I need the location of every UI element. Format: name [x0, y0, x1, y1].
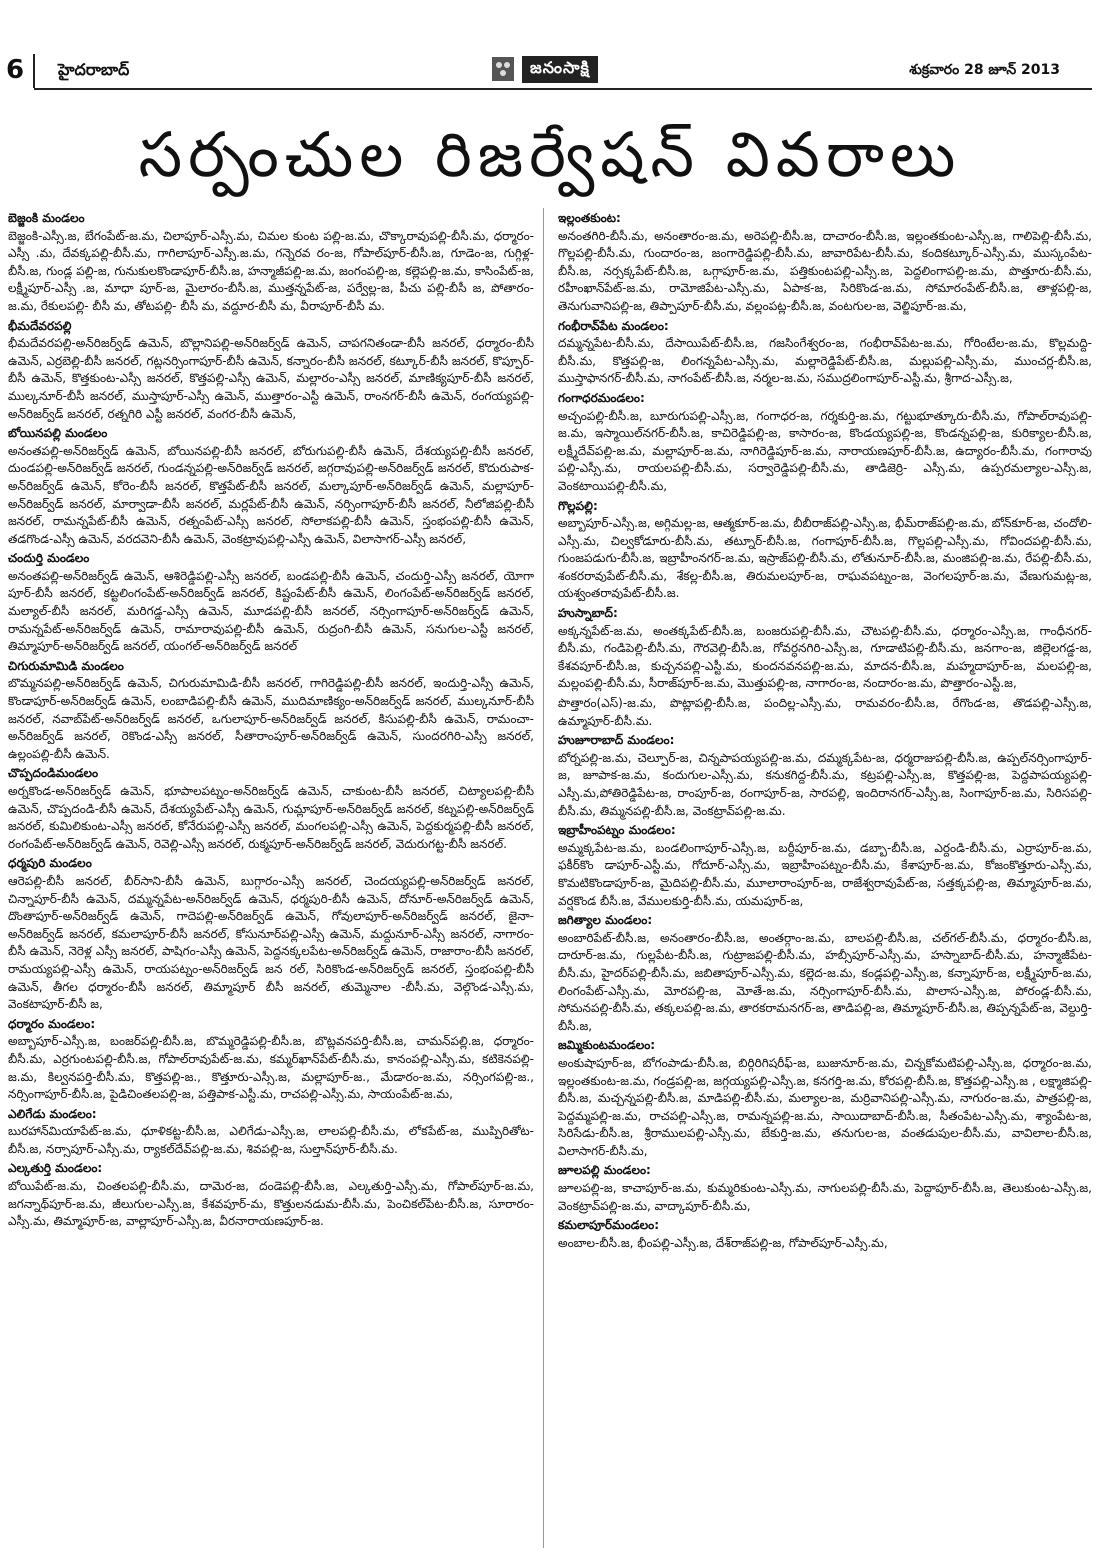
- mandal-section: [8, 425, 534, 548]
- mandal-village-list: జూలపల్లి-జ, కాచాపూర్-జ.మ, కుమ్మరికుంట-ఎస్సీ.మ, నాగులపల్లి-బీసీ.మ, పెద్దాపూర్-బీసీ.జ, తెలుకుంట-ఎస్సీ.జ, వెంకట్రావ్‌పల్లి-జ.మ, వాద్కాపూర్-బీసీ.మ,: [558, 1181, 1092, 1213]
- mandal-village-list: భీమదేవరపల్లి-అన్‌రిజర్వ్‌డ్‌ ఉమెన్‌, బొల్లానిపల్లి-అన్‌రిజర్వ్‌డ్‌ ఉమెన్‌, చాపగనితండా-బీసీ జనరల్‌, ధర్మారం-బీసీ ఉమెన్‌, ఎర్రబెల్లి-బీసీ జనరల్‌, గట్లనర్సింగాపూర్-బీసీ ఉమెన్‌, కన్నారం-బీసీ జనరల్‌, కట్కూర్-బీసీ జనరల్‌, కొప్పూర్-బీసీ ఉమెన్‌, కొత్తకుంట-ఎస్సీ జనరల్‌, కొత్తపల్లి-ఎస్సీ ఉమెన్‌, మల్లారం-ఎస్సీ జనరల్‌, మాణిక్యపూర్-బీసీ జనరల్‌, ముల్కనూర్-బీసీ జనరల్‌, ముస్తాపూర్-ఎస్సీ ఉమెన్‌, ముత్తారం-ఎస్టీ ఉమెన్‌, రాంనగర్-బీసీ ఉమెన్‌, రంగయ్యపల్లి-అన్‌రిజర్వ్‌డ్‌ జనరల్‌, రత్నగిరి ఎస్టీ జనరల్‌, వంగర-బీసీ ఉమెన్‌,: [8, 336, 534, 421]
- mandal-title: ధర్మారం మండలం:: [8, 1016, 96, 1031]
- mandal-section: [558, 1162, 1092, 1215]
- mandal-title: కమలాపూర్‌మండలం:: [558, 1218, 660, 1233]
- mandal-title: ఇల్లంతకుంట:: [558, 211, 621, 225]
- masthead-title: జనంసాక్షి: [522, 56, 598, 83]
- mandal-title: గంభీరావ్‌పేట మండలం:: [558, 318, 669, 333]
- masthead: [490, 54, 598, 84]
- mandal-section: [8, 1160, 534, 1230]
- section-name: హైదరాబాద్: [58, 60, 130, 79]
- masthead-logo-icon: [490, 55, 516, 83]
- mandal-village-list: బోర్నపల్లి-జ.మ, చెల్పూర్-జ, చిన్నపాపయ్యపల్లి-జ.మ, దమ్మక్కపేట-జ, ధర్మరాజుపల్లి-బీసీ.జ, ఉప్పల్‌నర్సింగాపూర్-జ, జూపాక-జ.మ, కందుగుల-ఎస్సీ.మ, కనుకగిద్ద-బీసీ.మ, కట్రపల్లి-ఎస్సీ.జ, కొత్తపల్లి-జ, పెద్దపాపయ్యపల్లి-ఎస్సీ.మ,పోతిరెడ్డిపేట-జ, రాంపూర్-జ, రంగాపూర్-జ, సారపల్లి, ఇందిరానగర్-ఎస్సీ.జ, సింగాపూర్-జ.మ, సిరిసపల్లి-బీసీ.మ, తిమ్మనపల్లి-బీసీ.జ, వెంకట్రావ్‌పల్లి-జ.మ.: [558, 750, 1092, 818]
- mandal-village-list: అంకుషాపూర్-జ, బోగంపాడు-బీసీ.జ, బిర్గిరిగిషరీఫ్-జ, బుజునూర్-జ.మ, చిన్నకోమటిపల్లి-ఎస్సీ.జ, ధర్మారం-జ.మ, ఇల్లంతకుంట-జ.మ, గండ్రపల్లి-జ, జగ్గయ్యపల్లి-ఎస్సీ.జ, కనగర్తి-జ.మ, కోరపల్లి-బీసీ.జ, కొత్తపల్లి-ఎస్సీ.జ , లక్ష్మాజిపల్లి-బీసీ.జ, మచ్చన్నపల్లి-బీసీ.జ, మాడిపల్లి-బీసీ.మ, మల్యాల-జ, మర్రివానిపల్లి-ఎస్సీ.మ, నాగురం-జ.మ, పాత్రపల్లి-జ, పెద్దమ్మపల్లి-జ.మ, రాచపల్లి-ఎస్సీ.జ, రామన్నపల్లి-జ.మ, సాయిదాబాద్-బీసీ.జ, సీతంపేట-ఎస్సీ.మ, శ్యాంపేట-జ, సిరిసేడు-బీసీ.జ, శ్రీరాములపల్లి-ఎస్సీ.మ, బేకుర్తి-జ.మ, తనుగుల-జ, వంతడుపుల-బీసీ.మ, వావిలాల-బీసీ.జ, విలాసాగర్-బీసీ.మ,: [558, 1055, 1092, 1158]
- mandal-village-list: బోయిపేట్-జ.మ, చింతలపల్లి-బీసీ.మ, దామెర-జ, దండెపల్లి-బీసీ.జ, ఎల్కతుర్తి-ఎస్సీ.మ, గోపాల్‌పూర్-జ.మ, జగన్నాథ్‌పూర్-జ.మ, జీలుగుల-ఎస్సీ.జ, కేశవపూర్-మ, కొత్తులనడుమ-బీసీ.మ, పెంచికల్‌పేట-బీసీ.జ, సూరారం-ఎస్సీ.మ, తిమ్మాపూర్-జ, వాల్లాపూర్-ఎస్సీ.జ, వీరనారాయణపూర్-జ.: [8, 1179, 534, 1229]
- mandal-title: చిగురుమామిడి మండలం: [8, 658, 124, 673]
- right-column: [558, 210, 1092, 1254]
- mandal-title: భీమదేవరపల్లి: [8, 318, 72, 333]
- mandal-village-list: అబ్బాపూర్-ఎస్సీ.జ, అగ్గిమల్ల-జ, ఆత్మకూర్-జ.మ, బీబీరాజ్‌పల్లి-ఎస్సీ.జ, భీమ్‌రాజ్‌పల్లి-జ.మ, బోన్‌కూర్-జ, చందోలి-ఎస్సీ.మ, చిల్వకోడూరు-బీసీ.మ, తట్నూర్-బీసీ.జ, గంగాపూర్-బీసీ.జ, గొల్లపల్లి-ఎస్సీ.మ, గోవిందపల్లి-బీసీ.మ, గుంజపడుగు-బీసీ.జ, ఇబ్రాహీంనగర్-జ.మ, ఇస్రాజ్‌పల్లి-బీసీ.మ, లోతునూర్-బీసీ.జ, మంజిపల్లి-జ.మ, రేపల్లి-బీసీ.మ, శంకరరావుపేట్-బీసీ.మ, శేకల్ల-బీసీ.జ, తిరుమలపూర్-జ, రాఘవపట్నం-జ, వెంగలపూర్-జ.మ, వేణుగుమట్ల-జ, యశ్వంతరావుపేట్-బీసీ.జ.: [558, 516, 1092, 601]
- mandal-section: [558, 605, 1092, 693]
- mandal-section: [558, 732, 1092, 820]
- mandal-title: గొల్లపల్లి:: [558, 498, 598, 513]
- mandal-village-list: అచ్చంపల్లి-బీసీ.జ, బూరుగుపల్లి-ఎస్సీ.జ, గంగాధర-జ, గర్శకుర్తి-జ.మ, గట్టుభూత్కూరు-బీసీ.మ, గోపాల్‌రావుపల్లి-జ.మ, ఇస్మాయిల్‌నగర్-బీసీ.జ, కాచిరెడ్డిపల్లి-జ, కాసారం-జ, కొండయ్యపల్లి-జ, కొండన్నపల్లి-జ, కురిక్యాల-బీసీ.జ, లక్ష్మీదేవ్‌పల్లి-జ.మ, మల్లాపూర్-జ.మ, నాగిరెడ్డిపూర్-జ.మ, నారాయణపూర్-బీసీ.జ, ఉద్యారం-బీసీ.మ, గంగారావు పల్లి-ఎస్సీ.మ, రాయలపల్లి-బీసీ.మ, సర్వారెడ్డిపల్లి-బీసీ.మ, తాడిజెర్రి- ఎస్సీ.మ, ఉప్పరమల్యాల-ఎస్సీ.జ, వెంకటాయిపల్లి-బీసీ.మ,: [558, 408, 1092, 493]
- mandal-section: [8, 1106, 534, 1159]
- mandal-title: బోయినపల్లి మండలం: [8, 426, 108, 441]
- mandal-title: చందుర్తి మండలం: [8, 551, 90, 566]
- mandal-village-list: అబ్బాపూర్-ఎస్సీ.జ, బంజర్‌పల్లి-బీసీ.జ, బొమ్మరెడ్డిపల్లి-బీసీ.జ, బొట్లవనపర్తి-బీసీ.జ, చామన్‌పల్లి.జ, ధర్మారం-బీసీ.మ, ఎర్రగుంటపల్లి-బీసీ.జ, గోపాల్‌రావుపేట్-జ.మ, కమ్మర్‌ఖాన్‌పేట్-బీసీ.మ, కానంపల్లి-ఎస్సీ.మ, కటికెనపల్లి-జ.మ, కిల్వనపర్తి-బీసీ.మ, కొత్తపల్లి-జ., కొత్తూరు-ఎస్సీ.జ, మల్లాపూర్-జ., మేడారం-జ.మ, నర్సింగపల్లి-జ., నర్సింగాపూర్-బీసీ.జ, పైడిచింతలపల్లి-జ, పత్తిపాక-ఎస్టీ.మ, రాచపల్లి-ఎస్సీ.మ, సాయంపేట్-జ.మ,: [8, 1034, 534, 1102]
- column-rule: [543, 208, 544, 1548]
- mandal-title: ఎలిగేడు మండలం:: [8, 1106, 97, 1121]
- mandal-section: [8, 658, 534, 764]
- mandal-title: ఎల్కతుర్తి మండలం:: [8, 1161, 103, 1176]
- mandal-title: హుజూరాబాద్ మండలం:: [558, 733, 675, 748]
- mandal-section: [558, 498, 1092, 604]
- mandal-village-list: అంబారిపేట్-బీసీ.జ, అనంతారం-బీసీ.జ, అంతర్గాం-జ.మ, బాలపల్లి-బీసీ.జ, చల్‌గల్-బీసీ.మ, ధర్మారం-బీసీ.జ, దారూర్-జ.మ, గుల్లపేట-బీసీ.జ, గుట్రాజపల్లి-బీసీ.మ, హబ్సీపూర్-ఎస్సీ.మ, హస్నాబాద్-బీసీ.మ, హన్మాజీపేట-బీసీ.మ, హైదర్‌పల్లి-బీసీ.మ, జబితాపూర్-ఎస్సీ.మ, కల్లెద-జ.మ, కండ్లపల్లి-ఎస్సీ.జ, కన్నాపూర్-జ, లక్ష్మీపూర్-జ.మ, లింగంపేట్-ఎస్సీ.మ, మోరపల్లి-జ, మోతే-జ.మ, నర్సింగాపూర్-బీసీ.మ, పొలాస-ఎస్సీ.జ, పోరండ్ల-బీసీ.మ, సోమనపల్లి-బీసీ.మ, తక్కలపల్లి-జ.మ, తారకరామనగర్-జ, తాడిపల్లి-జ, తిమ్మాపూర్-బీసీ.జ, తిప్పన్నపేట్-జ, వెల్దుర్తి-బీసీ.జ,: [558, 930, 1092, 1033]
- mandal-section: [558, 390, 1092, 496]
- mandal-section: [558, 695, 1092, 730]
- mandal-village-list: దమ్మన్నపేట-బీసీ.మ, దేసాయిపేట్-బీసీ.జ, గజసింగేశ్వరం-జ, గంభీరావ్‌పేట-జ.మ, గోరింటేల-జ.మ, కొల్లమద్ది-బీసీ.మ, కొత్తపల్లి-జ, లింగన్నపేట-ఎస్సీ.మ, మల్లారెడ్డిపేట్-బీసీ.జ, మల్లుపల్లి-ఎస్సీ.మ, ముంచర్ల-బీసీ.జ, ముస్తాఫానగర్-బీసీ.మ, నాగంపేట్-బీసీ.జ, నర్మల-జ.మ, సముద్రలింగాపూర్-ఎస్టీ.మ, శ్రీగాద-ఎస్సీ.జ,: [558, 336, 1092, 386]
- mandal-title: ఇబ్రాహీంపట్నం మండలం:: [558, 823, 676, 838]
- mandal-section: [8, 210, 534, 316]
- left-column: [8, 210, 534, 1233]
- mandal-village-list: అర్నకొండ-అన్‌రిజర్వ్‌డ్‌ ఉమెన్‌, భూపాలపట్నం-అన్‌రిజర్వ్‌డ్‌ ఉమెన్‌, చాకుంట-బీసీ జనరల్‌, చిట్యాలపల్లి-బీసీ ఉమెన్‌, చొప్పదండి-బీసీ ఉమెన్‌, దేశయ్యపేట్-ఎస్సీ ఉమెన్‌, గుమ్లాపూర్-అన్‌రిజర్వ్‌డ్‌ జనరల్‌, కట్నపల్లి-అన్‌రిజర్వ్‌డ్‌ జనరల్‌, కుమిలికుంట-ఎస్సీ జనరల్‌, కోనేరుపల్లి-ఎస్సీ జనరల్‌, మంగలపల్లి-ఎస్సీ ఉమెన్‌, పెద్దకుర్మపల్లి-బీసీ జనరల్‌, రంగంపేట్-అన్‌రిజర్వ్‌డ్‌ ఉమెన్‌, రెవెల్లి-ఎస్సీ జనరల్‌, రుక్మపూర్-అన్‌రిజర్వ్‌డ్‌ జనరల్‌, వెదురుగట్ట-బీసీ జనరల్‌.: [8, 784, 534, 851]
- page-number-rule: [33, 54, 35, 88]
- mandal-village-list: అమ్మక్కపేట-జ.మ, బండలింగాపూర్-ఎస్సీ.జ, బర్దీపూర్-జ.మ, డబ్బా-బీసీ.జ, ఎర్దండి-బీసీ.మ, ఎర్రాపూర్-జ.మ, ఫకీర్‌కొం డాపూర్-ఎస్టీ.మ, గోదూర్-ఎస్సీ.మ, ఇబ్రాహీంపట్నం-బీసీ.మ, కేశాపూర్-జ.మ, కోజంకొత్తూరు-ఎస్సీ.మ, కొమటికొండాపూర్-జ, మైదిపల్లి-బీసీ.మ, మూలారాంపూర్-జ, రాజేశ్వరావుపేట్-జ, సత్తక్కపల్లి-జ, తిమ్మాపూర్-జ.మ, వర్షకొండ బీసీ.జ, వేములకుర్తి-బీసీ.మ, యమపూర్-జ,: [558, 840, 1092, 908]
- mandal-village-list: బెజ్జంకి-ఎస్సీ.జ, బేగంపేట్-జ.మ, చిలాపూర్-ఎస్సీ.మ, చిమల కుంట పల్లి-జ.మ, చొక్కారావుపల్లి-బీసీ.మ, ధర్మారం-ఎస్సీ .మ, దేవక్కపల్లి-బీసీ.మ, గాగిలాపూర్-ఎస్సీ.జ.మ, గన్నెరవ రం-జ, గోపాల్‌పూర్-బీసీ.జ, గూడెం-జ, గుగ్గిళ్ల-బీసీ.జ, గుండ్ల పల్లి-జ, గునుకులకొండాపూర్-బీసీ.జ, హన్మాజీపల్లి-జ.మ, జంగంపల్లి-జ, కల్లెపల్లి-జ.మ, కాసింపేట్-జ, లక్ష్మీపూర్-ఎస్సీ .జ, మాధా పూర్-జ, మైలారం-బీసీ.జ, ముత్తన్నపేట్-జ, పర్వేల్ల-జ, పీచు పల్లి-బీసీ జ, పోతారం-జ.మ, రేకులపల్లి- బీసీ మ, తోటపల్లి- బీసీ మ, వద్దూర-బీసీ మ, వీరాపూర్-బీసీ మ.: [8, 228, 534, 313]
- mandal-village-list: అక్కన్నపేట్-జ.మ, అంతక్కపేట్-బీసీ.జ, బంజరుపల్లి-బీసీ.మ, చౌటపల్లి-బీసీ.మ, ధర్మారం-ఎస్సీ.జ, గాంధీనగర్-బీసీ.మ, గండిపెల్లి-బీసీ.మ, గౌరవెల్లి-బీసీ.జ, గోవర్ధనగిరి-ఎస్సీ.జ, గూడాటిపల్లి-బీసీ.మ, జనగాం-జ, జిల్లెలగడ్డ-జ, కేశవపూర్-బీసీ.జ, కుచ్చనపల్లి-ఎస్టీ.మ, కుందనవనపల్లి-జ.మ, మాదన-బీసీ.జ, మహ్మదాపూర్-జ, మలపల్లి-జ, మల్లంపల్లి-బీసీ.మ, సీరాజ్‌పూర్-జ.మ, మొత్తుపల్లి-జ, నాగారం-జ, నందారం-జ.మ, పొత్తారం-ఎస్టీ.జ,: [558, 623, 1092, 691]
- mandal-section: [8, 765, 534, 853]
- mandal-section: [558, 210, 1092, 316]
- mandal-section: [558, 318, 1092, 388]
- mandal-village-list: అనంతగిరి-బీసీ.మ, అనంతారం-జ.మ, అరెపల్లి-బీసీ.జ, దాచారం-బీసీ.జ, ఇల్లంతకుంట-ఎస్సీ.జ, గాలిపెల్లి-బీసీ.మ, గొల్లపల్లి-బీసీ.మ, గుందారం-జ, జంగారెడ్డిపల్లి-బీసీ.మ, జావారిపేట-బీసీ.మ, కందికట్కూర్-ఎస్సీ.మ, ముస్కంపేట-బీసీ.జ, నర్సక్కపేట్-బీసీ.జ, ఒగ్గాపూర్-జ.మ, పత్తికుంటపల్లి-ఎస్సీ.జ, పెద్దలింగాపల్లి-జ.మ, పొత్తూరు-బీసీ.మ, రహీంఖాన్‌పేట్-జ.మ, రామోజిపేట-ఎస్సీ.మ, ఏపాక-జ, సిరికొండ-జ.మ, సోమారంపేట్-బీసీ.జ, తాళ్లపల్లి-జ, తెనుగువానిపల్లి-జ, తిప్పాపూర్-బీసీ.మ, వల్లంపట్ల-బీసీ.జ, వంటగుల-జ, వెల్జిపూర్-జ.మ,: [558, 228, 1092, 313]
- mandal-title: జమ్మికుంటమండలం:: [558, 1038, 656, 1053]
- mandal-title: ధర్మపురి మండలం: [8, 856, 92, 871]
- headline: సర్పంచుల రిజర్వేషన్ వివరాలు: [138, 118, 962, 191]
- mandal-section: [8, 550, 534, 656]
- mandal-section: [558, 912, 1092, 1035]
- mandal-title: హుస్నాబాద్:: [558, 606, 618, 621]
- mandal-section: [558, 822, 1092, 910]
- mandal-title: జూలపల్లి మండలం:: [558, 1163, 651, 1178]
- mandal-village-list: ఆరెపల్లి-బీసీ జనరల్‌, బీర్‌సాని-బీసీ ఉమెన్‌, బుగ్గారం-ఎస్సీ జనరల్‌, చెందయ్యపల్లి-అన్‌రిజర్వ్‌డ్‌ జనరల్‌, చిన్నాపూర్-బీసీ ఉమెన్‌, దమ్మన్నపేట-అన్‌రిజర్వ్‌డ్‌ ఉమెన్‌, ధర్మపురి-బీసీ ఉమెన్‌, దోనూర్-అన్‌రిజర్వ్‌డ్‌ ఉమెన్‌, దొంతాపూర్-అన్‌రిజర్వ్‌డ్‌ ఉమెన్‌, గాదెపల్లి-అన్‌రిజర్వ్‌డ్‌ ఉమెన్‌, గోవులాపూర్-అన్‌రిజర్వ్‌డ్‌ జనరల్‌, జైనా-అన్‌రిజర్వ్‌డ్‌ జనరల్‌, కమలాపూర్-బీసీ జనరల్‌, కోసునూర్‌పల్లి-ఎస్సీ ఉమెన్‌, మద్దునూర్-ఎస్సీ జనరల్‌, నాగారం-బీసీ ఉమెన్‌, నెరెళ్ల ఎస్సీ జనరల్‌, పాషిగం-ఎస్సీ ఉమెన్‌, పెద్దనక్కలపేట-అన్‌రిజర్వ్‌డ్‌ ఉమెన్‌, రాజారాం-బీసీ జనరల్‌, రామయ్యపల్లి-ఎస్సీ ఉమెన్‌, రాయపట్నం-అన్‌రిజర్వ్‌డ్‌ జన రల్‌, సిరికొండ-అన్‌రిజర్వ్‌డ్‌ జనరల్‌, స్తంభంపల్లి-బీసీ ఉమెన్‌, తీగల ధర్మారం-బీసీ జనరల్‌, తిమ్మాపూర్ బీసీ జనరల్‌, తుమ్మెనాల -బీసీ.మ, వెల్గొండ-ఎస్సీ.మ, వెంకటాపూర్-బీసీ జ,: [8, 873, 534, 1012]
- mandal-village-list: బొమ్మనపల్లి-అన్‌రిజర్వ్‌డ్‌ ఉమెన్‌, చిగురుమామిడి-బీసీ జనరల్‌, గాగిరెడ్డిపల్లి-బీసీ జనరల్‌, ఇందుర్తి-ఎస్సీ ఉమెన్‌, కొండాపూర్-అన్‌రిజర్వ్‌డ్‌ ఉమెన్‌, లంబాడిపల్లి-బీసీ ఉమెన్‌, ముదిమాణిక్యం-అన్‌రిజర్వ్‌డ్‌ జనరల్‌, ముల్కనూర్-బీసీ జనరల్‌, నవాబ్‌పేట్-అన్‌రిజర్వ్‌డ్‌ జనరల్‌, ఒగులాపూర్-అన్‌రిజర్వ్‌డ్‌ జనరల్‌, కిసుపల్లి-బీసీ ఉమెన్‌, రామంచా-అన్‌రిజర్వ్‌డ్‌ జనరల్‌, రెకొండ-ఎస్సీ జనరల్‌, సీతారాంపూర్-అన్‌రిజర్వ్‌డ్‌ ఉమెన్‌, సుందరగిరి-ఎస్సీ జనరల్‌, ఉల్లంపల్లి-బీసీ ఉమెన్‌.: [8, 676, 534, 761]
- mandal-section: [558, 1037, 1092, 1160]
- mandal-title: చొప్పదండిమండలం: [8, 766, 99, 781]
- mandal-village-list: అనంతపల్లి-అన్‌రిజర్వ్‌డ్‌ ఉమెన్‌, ఆశిరెడ్డిపల్లి-ఎస్సీ జనరల్‌, బండపల్లి-బీసీ ఉమెన్‌, చందుర్తి-ఎస్సీ జనరల్‌, యోగా పూర్-బీసీ జనరల్‌, కట్టలింగంపేట్-అన్‌రిజర్వ్‌డ్‌ జనరల్‌, కిష్టంపేట్-బీసీ ఉమెన్‌, లింగంపేట్-అన్‌రిజర్వ్‌డ్‌ జనరల్‌, మల్యాల్-బీసీ జనరల్‌, మరిగడ్డ-ఎస్సీ ఉమెన్‌, మూడపల్లి-బీసీ జనరల్‌, నర్సింగాపూర్-అన్‌రిజర్వ్‌డ్‌ ఉమెన్‌, రామన్నపేట్-అన్‌రిజర్వ్‌డ్‌ ఉమెన్‌, రామారావుపల్లి-బీసీ ఉమెన్‌, రుద్రంగి-బీసీ ఉమెన్‌, సనుగుల-ఎస్టీ జనరల్‌, తిమ్మాపూర్-అన్‌రిజర్వ్‌డ్‌ జనరల్‌, యంగల్-అన్‌రిజర్వ్‌డ్‌ జనరల్‌: [8, 568, 534, 654]
- mandal-village-list: పొత్తారం(ఎస్)-జ.మ, పొట్లాపల్లి-బీసీ.జ, పందిల్ల-ఎస్సీ.మ, రామవరం-బీసీ.జ, రేగొండ-జ, తొడపల్లి-ఎస్సీ.జ, ఉమ్మాపూర్-బీసీ.మ.: [558, 696, 1092, 728]
- mandal-title: జగిత్యాల మండలం:: [558, 913, 653, 928]
- mandal-section: [8, 318, 534, 424]
- mandal-section: [8, 1016, 534, 1104]
- mandal-section: [558, 1217, 1092, 1252]
- mandal-village-list: అంబాల-బీసీ.జ, భీంపల్లి-ఎస్సీ.జ, దేశ్‌రాజ్‌పల్లి-జ, గోపాల్‌పూర్-ఎస్సీ.మ,: [558, 1235, 888, 1250]
- mandal-title: బెజ్జంకి మండలం: [8, 211, 85, 225]
- top-rule: [34, 88, 1092, 90]
- mandal-section: [8, 855, 534, 1013]
- dateline: శుక్రవారం 28 జూన్ 2013: [909, 62, 1060, 78]
- mandal-village-list: బురహాన్‌మియాపేట్-జ.మ, ధూళికట్ట-బీసీ.జ, ఎలిగేడు-ఎస్సీ.జ, లాలపల్లి-బీసీ.మ, లోకపేట్-జ, ముప్పిరితోట-బీసీ.జ, నర్సాపూర్-ఎస్సీ.మ, ర్యాకల్‌దేవ్‌పల్లి-జ.మ, శివపల్లి-జ, సుల్తాన్‌పూర్-బీసీ.మ.: [8, 1124, 534, 1156]
- mandal-village-list: అనంతపల్లి-అన్‌రిజర్వ్‌డ్‌ ఉమెన్‌, బోయినపల్లి-బీసీ జనరల్‌, బోరుగుపల్లి-బీసీ ఉమెన్‌, దేశయ్యపల్లి-బీసీ జనరల్‌, దుండపల్లి-అన్‌రిజర్వ్‌డ్‌ జనరల్‌, గుండన్నపల్లి-అన్‌రిజర్వ్‌డ్‌ జనరల్‌, జగ్గరావుపల్లి-అన్‌రిజర్వ్‌డ్‌ జనరల్‌, కొదురుపాక-అన్‌రిజర్వ్‌డ్‌ ఉమెన్‌, కోరెం-బీసీ జనరల్‌, కొత్తపేట్-బీసీ జనరల్‌, మల్కాపూర్-అన్‌రిజర్వ్‌డ్‌ ఉమెన్‌, మల్లాపూర్- అన్‌రిజర్వ్‌డ్‌ జనరల్‌, మార్వాడా-బీసీ జనరల్‌, మర్లపేట్-బీసీ ఉమెన్‌, నర్సింగాపూర్-బీసీ జనరల్‌, నీలోజిపల్లి-బీసీ జనరల్‌, రామన్నపేట్-బీసీ ఉమెన్‌, రత్నంపేట్-ఎస్సీ జనరల్‌, సోలాకపల్లి-బీసీ ఉమెన్‌, స్తంభంపల్లి-బీసీ ఉమెన్‌, తడగొండ-ఎస్సీ ఉమెన్‌, వరదవెని-బీసీ ఉమెన్‌, వెంకట్రావుపల్లి-ఎస్సీ ఉమెన్‌, విలాసాగర్-ఎస్సీ జనరల్‌,: [8, 443, 534, 546]
- page-number: 6: [6, 55, 25, 85]
- mandal-title: గంగాధరమండలం:: [558, 390, 645, 405]
